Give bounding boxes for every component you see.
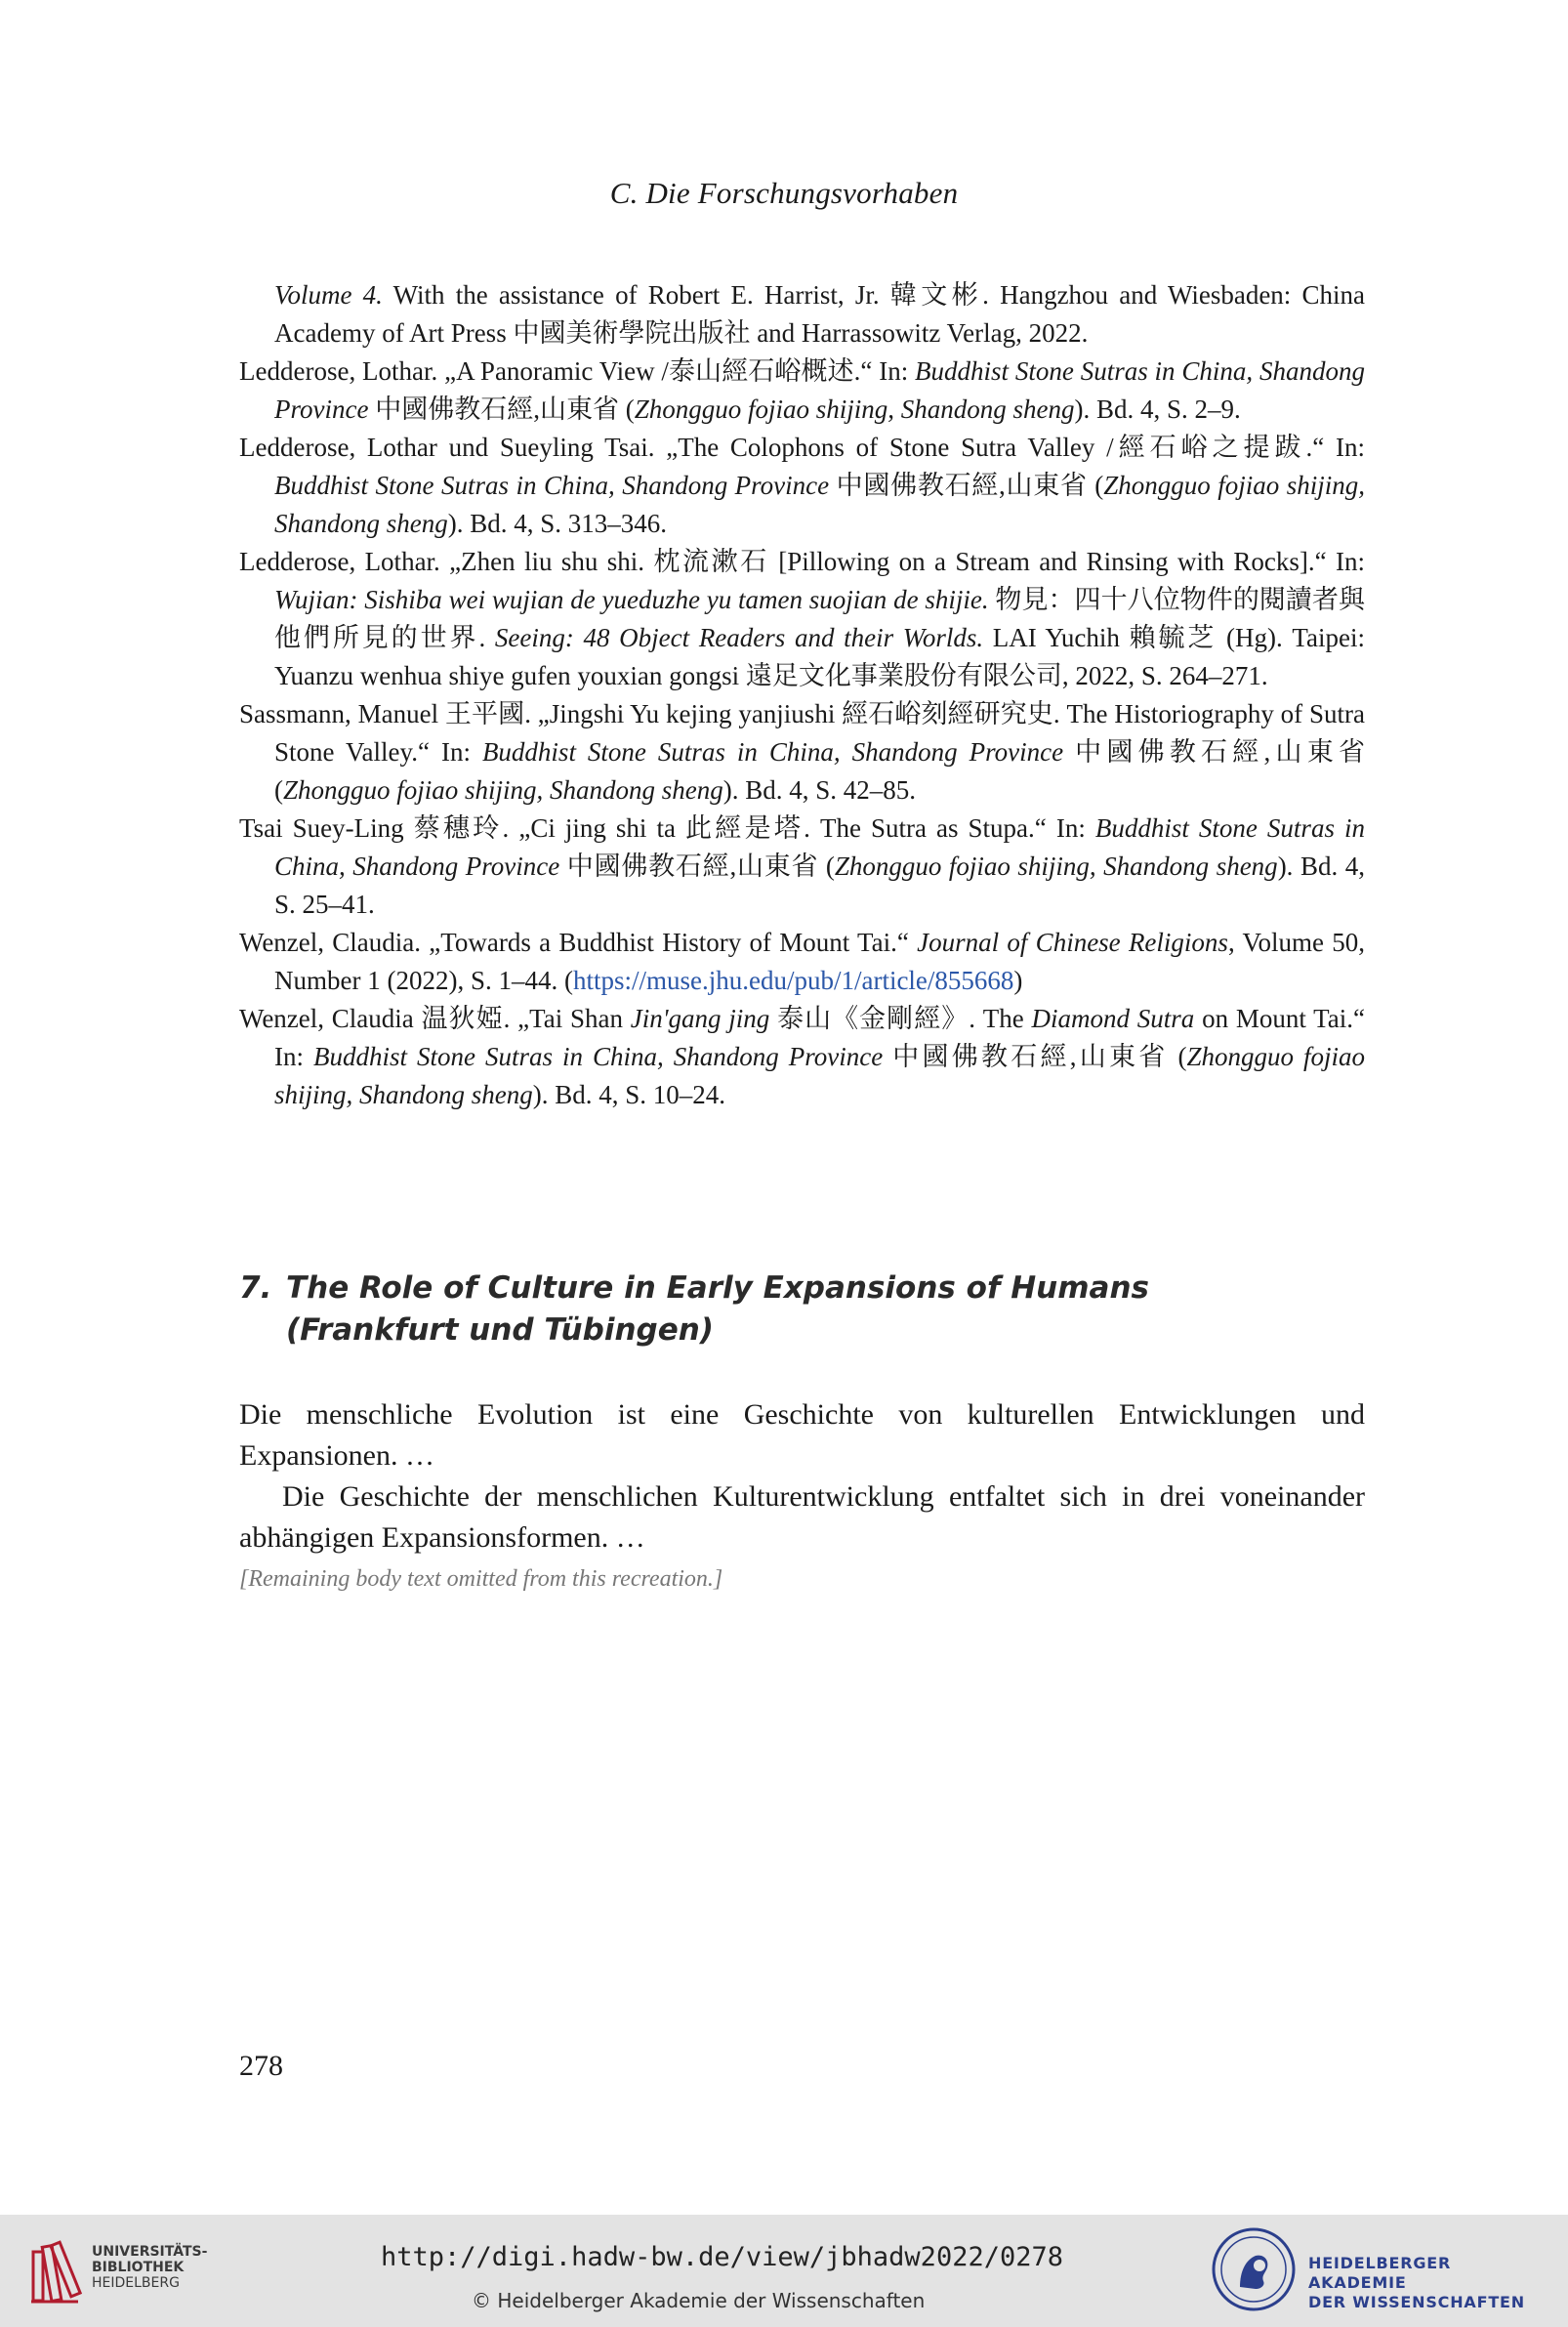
entry-text: on Mount Tai.“ In: [274,1004,1365,1071]
italic-title: Buddhist Stone Sutras in China, Shandong Province [274,356,1365,424]
bibliography-entry [239,695,1365,810]
library-books-icon [29,2238,86,2305]
bibliography-entry [239,810,1365,924]
entry-text: 中國佛教石經,山東省 ( [559,852,835,881]
hadw-name-line1: HEIDELBERGER AKADEMIE [1308,2254,1452,2292]
bibliography-entry [239,353,1365,429]
bibliography-entry [239,276,1365,353]
document-url-link[interactable]: http://digi.hadw-bw.de/view/jbhadw2022/0278 [381,2242,1063,2272]
body-text [239,1394,1365,1600]
italic-title: Volume 4. [274,280,383,310]
hadw-name-line2: DER WISSENSCHAFTEN [1308,2293,1525,2311]
entry-text: 中國佛教石經,山東省 ( [829,471,1104,500]
entry-text: , Volume 50, Number 1 (2022), S. 1–44. ( [274,928,1366,995]
italic-title: Jin'gang jing [630,1004,770,1033]
entry-text: With the assistance of Robert E. Harrist, Jr. 韓文彬. Hangzhou and Wiesbaden: China Academy of Art Press 中國美術學院出版社 and Harrassowitz Verlag, 2022. [274,280,1366,348]
academy-seal-icon [1211,2226,1297,2312]
italic-title: Buddhist Stone Sutras in China, Shandong Province [481,737,1064,767]
bibliography-entry [239,1000,1365,1114]
italic-title: Buddhist Stone Sutras in China, Shandong Province [274,471,830,500]
italic-title: Zhongguo fojiao shijing, Shandong sheng [634,395,1075,424]
running-head: C. Die Forschungsvorhaben [609,176,959,210]
entry-text: ). Bd. 4, S. 10–24. [532,1080,726,1109]
italic-title: Diamond Sutra [1031,1004,1195,1033]
section-title-line1: The Role of Culture in Early Expansions of Humans [286,1270,1149,1306]
entry-text: 物見：四十八位物件的閱讀者與他們所見的世界. [274,585,1366,652]
italic-title: Buddhist Stone Sutras in China, Shandong Province [313,1042,884,1071]
entry-text: ). Bd. 4, S. 25–41. [274,852,1365,919]
entry-text: Sassmann, Manuel 王平國. „Jingshi Yu kejing yanjiushi 經石峪刻經研究史. The Historiography of Sutra Stone Valley.“ In: [239,699,1365,767]
bibliography-list [239,276,1365,1114]
italic-title: Zhongguo fojiao shijing, Shandong sheng [274,1042,1365,1109]
italic-title: Zhongguo fojiao shijing, Shandong sheng [283,775,723,805]
italic-title: Seeing: 48 Object Readers and their Worlds. [494,623,984,652]
entry-text: Ledderose, Lothar und Sueyling Tsai. „The Colophons of Stone Sutra Valley /經石峪之提跋.“ In: [239,433,1365,462]
omission-note: [Remaining body text omitted from this recreation.] [239,1566,723,1592]
body-paragraph: Die menschliche Evolution ist eine Geschichte von kulturellen Entwicklungen und Expansionen. … [239,1398,1365,1472]
italic-title: Zhongguo fojiao shijing, Shandong sheng [274,471,1365,538]
entry-text: 中國佛教石經,山東省 ( [368,395,635,424]
entry-text: Wenzel, Claudia. „Towards a Buddhist History of Mount Tai.“ [239,928,918,957]
italic-title: Zhongguo fojiao shijing, Shandong sheng [834,852,1278,881]
entry-text: Wenzel, Claudia 温狄婭. „Tai Shan [239,1004,631,1033]
entry-text: ). Bd. 4, S. 2–9. [1074,395,1241,424]
bibliography-entry [239,543,1365,695]
italic-title: Buddhist Stone Sutras in China, Shandong Province [274,813,1365,881]
reference-link[interactable]: https://muse.jhu.edu/pub/1/article/855668 [572,966,1014,995]
ub-name-line3: HEIDELBERG [92,2275,180,2291]
entry-text: 中國佛教石經,山東省 ( [274,737,1366,805]
body-paragraph: Die Geschichte der menschlichen Kulturentwicklung entfaltet sich in drei voneinander abhängigen Expansionsformen. … [239,1480,1365,1554]
entry-text: Ledderose, Lothar. „Zhen liu shu shi. 枕流漱石 [Pillowing on a Stream and Rinsing with Rocks].“ In: [239,547,1365,576]
entry-text: Ledderose, Lothar. „A Panoramic View /泰山經石峪概述.“ In: [239,356,916,386]
section-title-line2: (Frankfurt und Tübingen) [286,1312,714,1348]
bibliography-entry [239,429,1365,543]
footer-bar [0,2215,1568,2327]
hadw-logo[interactable] [1211,2226,1552,2314]
entry-text: 中國佛教石經,山東省 ( [883,1042,1187,1071]
entry-text: ). Bd. 4, S. 313–346. [447,509,668,538]
entry-text: LAI Yuchih 賴毓芝 (Hg). Taipei: Yuanzu wenhua shiye gufen youxian gongsi 遠足文化事業股份有限公司, 2022, S. 264–271. [274,623,1365,690]
entry-text: ). Bd. 4, S. 42–85. [722,775,917,805]
ub-heidelberg-logo[interactable] [29,2232,225,2310]
ub-name-line2: BIBLIOTHEK [92,2260,185,2275]
section-number: 7. [239,1270,272,1306]
ub-name-line1: UNIVERSITÄTS- [92,2244,208,2260]
italic-title: Journal of Chinese Religions [917,928,1228,957]
entry-text: Tsai Suey-Ling 蔡穗玲. „Ci jing shi ta 此經是塔. The Sutra as Stupa.“ In: [239,813,1095,843]
page-number: 278 [239,2050,283,2082]
bibliography-entry [239,924,1365,1000]
entry-text: ) [1013,966,1023,995]
italic-title: Wujian: Sishiba wei wujian de yueduzhe yu tamen suojian de shijie. [274,585,989,614]
copyright-notice: © Heidelberger Akademie der Wissenschaften [472,2289,926,2312]
entry-text: 泰山《金剛經》. The [769,1004,1032,1033]
section-heading [239,1267,1365,1351]
